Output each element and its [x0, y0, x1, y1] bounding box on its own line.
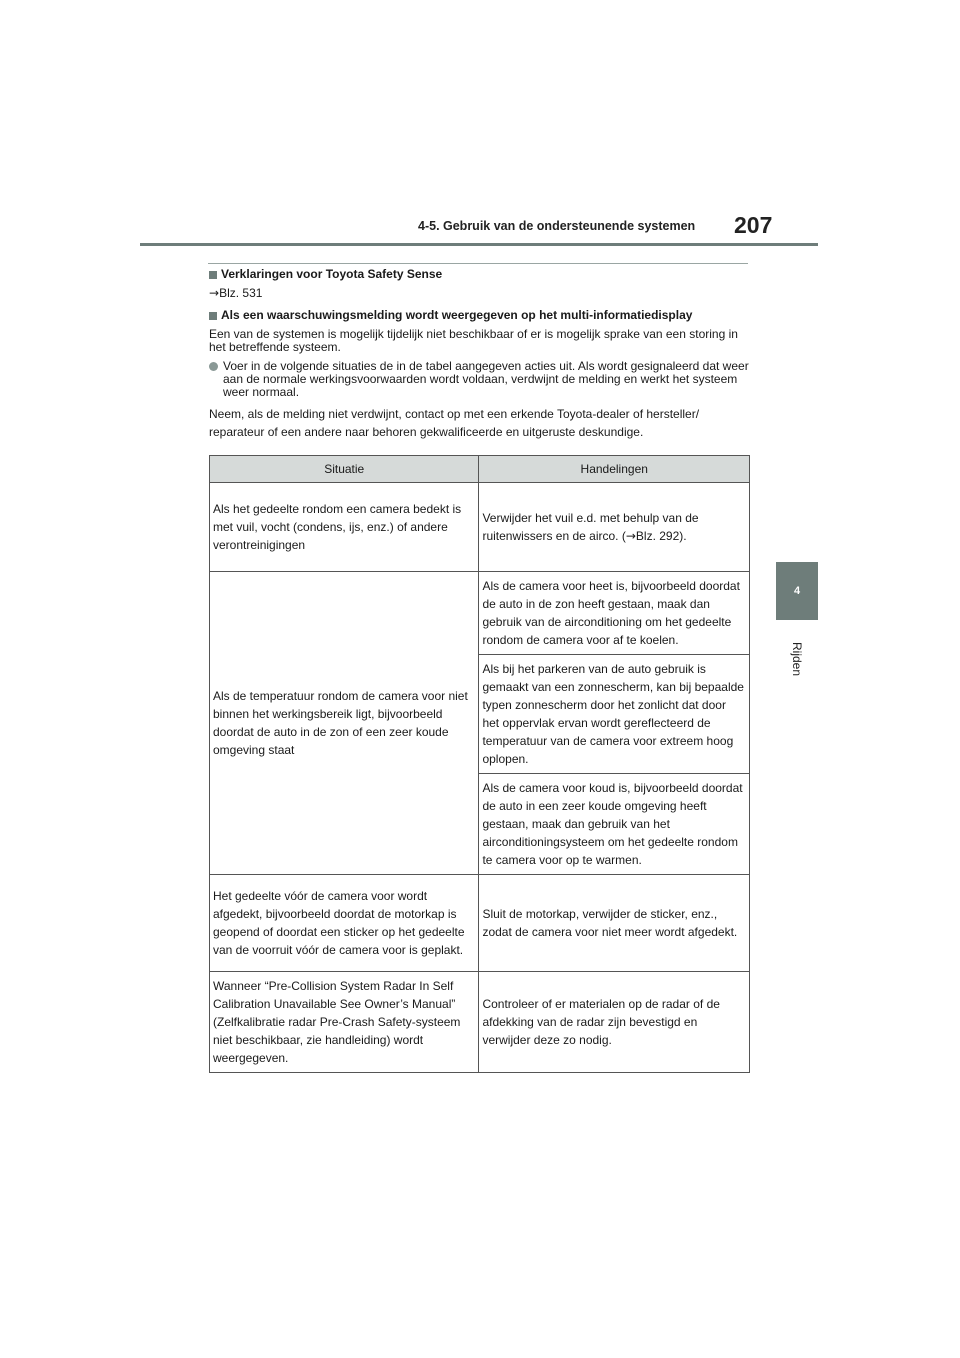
section-heading-toyota-safety-sense: Verklaringen voor Toyota Safety Sense: [209, 268, 750, 281]
situation-action-table: [209, 455, 750, 1073]
table-cell-situation: Als de temperatuur rondom de camera voor niet binnen het werkingsbereik ligt, bijvoorbeeld doordat de auto in de zon of een zeer koude omgeving staat: [210, 572, 479, 875]
table-header-actions: Handelingen: [479, 456, 750, 483]
page-reference: →Blz. 531: [209, 286, 263, 300]
table-row: [210, 972, 750, 1073]
table-cell-action: Sluit de motorkap, verwijder de sticker, enz., zodat de camera voor niet meer wordt afgedekt.: [479, 875, 750, 972]
section-heading-warning-message: Als een waarschuwingsmelding wordt weergegeven op het multi-informatiedisplay: [209, 309, 750, 322]
page-number: 207: [734, 212, 773, 238]
table-header-situation: Situatie: [210, 456, 479, 483]
paragraph-intro: Een van de systemen is mogelijk tijdelijk niet beschikbaar of er is mogelijk sprake van een storing in het betreffende systeem.: [209, 327, 738, 354]
table-cell-action: Verwijder het vuil e.d. met behulp van de ruitenwissers en de airco. (→Blz. 292).: [479, 483, 750, 572]
square-bullet-icon: [209, 271, 217, 279]
arrow-right-icon: →: [625, 529, 636, 543]
content-rule: [208, 263, 748, 264]
table-cell-action: [479, 572, 750, 875]
table-row: [210, 572, 750, 875]
chapter-tab-number: 4: [793, 585, 801, 597]
bullet-item: Voer in de volgende situaties de in de tabel aangegeven acties uit. Als wordt gesignaleerd dat weer aan de normale werkingsvoorwaarden wordt voldaan, verdwijnt de melding en werkt het systeem weer normaal.: [209, 360, 750, 399]
chapter-tab: [776, 562, 818, 620]
arrow-right-icon: →: [209, 286, 220, 300]
table-header-row: [210, 456, 750, 483]
table-row: [210, 483, 750, 572]
circle-bullet-icon: [209, 362, 218, 371]
table-cell-situation: Als het gedeelte rondom een camera bedekt is met vuil, vocht (condens, ijs, enz.) of andere verontreinigingen: [210, 483, 479, 572]
header-rule: [140, 243, 818, 246]
page-content: [209, 268, 750, 449]
action-subcell: Als bij het parkeren van de auto gebruik is gemaakt van een zonnescherm, kan bij bepaalde typen zonnescherm door het zonlicht dat door het oppervlak ervan wordt gereflecteerd de temperatuur van de camera voor extreem hoog oplopen.: [479, 655, 749, 774]
section-header-title: 4-5. Gebruik van de ondersteunende systemen: [418, 219, 696, 233]
chapter-tab-label: Rijden: [790, 641, 804, 677]
action-subcell: Als de camera voor heet is, bijvoorbeeld doordat de auto in de zon heeft gestaan, maak dan gebruik van de airconditioning om het gedeelte rondom de camera voor af te koelen.: [479, 572, 749, 655]
table-cell-situation: Wanneer “Pre-Collision System Radar In Self Calibration Unavailable See Owner’s Manual” (Zelfkalibratie radar Pre-Crash Safety-systeem niet beschikbaar, zie handleiding) wordt weergegeven.: [210, 972, 479, 1073]
paragraph-contact-dealer: Neem, als de melding niet verdwijnt, contact op met een erkende Toyota-dealer of hersteller/ reparateur of een andere naar behoren gekwalificeerde en uitgeruste deskundige.: [209, 407, 700, 439]
square-bullet-icon: [209, 312, 217, 320]
table-cell-situation: Het gedeelte vóór de camera voor wordt afgedekt, bijvoorbeeld doordat de motorkap is geopend of doordat een sticker op het gedeelte van de voorruit vóór de camera voor is geplakt.: [210, 875, 479, 972]
action-subcell: Als de camera voor koud is, bijvoorbeeld doordat de auto in een zeer koude omgeving heeft gestaan, maak dan gebruik van het airconditioningsysteem om het gedeelte rondom te camera voor op te warmen.: [482, 781, 743, 867]
table-cell-action: Controleer of er materialen op de radar of de afdekking van de radar zijn bevestigd en verwijder deze zo nodig.: [479, 972, 750, 1073]
table-row: [210, 875, 750, 972]
